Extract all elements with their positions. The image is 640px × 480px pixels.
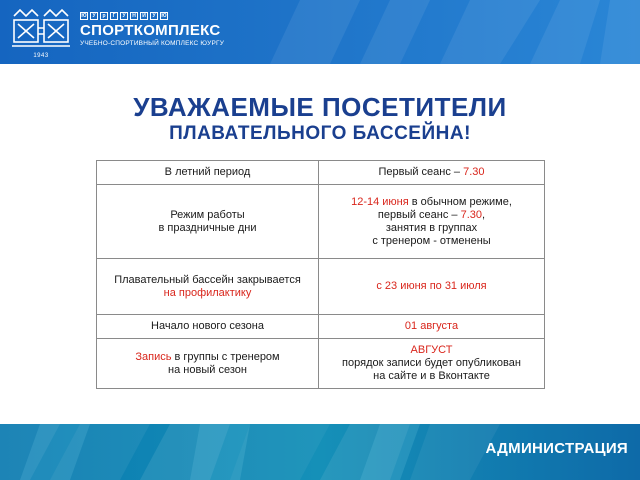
table-cell-label: [97, 259, 319, 315]
table-cell-value: [319, 185, 545, 259]
table-cell-value: [319, 339, 545, 389]
table-cell-label: [97, 161, 319, 185]
cell-highlight: на профилактику: [163, 286, 252, 299]
table-cell-label: [97, 185, 319, 259]
cell-text: порядок записи будет опубликован: [342, 357, 521, 369]
cell-highlight: 01 августа: [404, 320, 459, 332]
table-row: [97, 185, 545, 259]
logo-letter: Г: [110, 12, 118, 20]
cell-highlight: Запись: [135, 350, 172, 363]
cell-highlight: 7.30: [463, 166, 485, 178]
cell-text: с тренером - отменены: [372, 234, 491, 247]
cell-text: первый сеанс –: [377, 208, 461, 221]
logo-letter: Н: [130, 12, 138, 20]
page-title: [0, 92, 640, 146]
cell-highlight: 7.30: [460, 208, 483, 221]
schedule-table: [96, 160, 545, 389]
table-cell-value: [319, 259, 545, 315]
table-cell-label: [97, 315, 319, 339]
logo-emblem-icon: [10, 8, 72, 59]
cell-text: Начало нового сезона: [151, 320, 264, 332]
table-row: [97, 161, 545, 185]
cell-text: Режим работы: [170, 208, 245, 221]
table-cell-label: [97, 339, 319, 389]
logo-letter-boxes: [80, 12, 224, 20]
logo-letter: У: [90, 12, 98, 20]
logo-letter: Ю: [161, 13, 167, 19]
cell-text: в обычном режиме,: [408, 195, 512, 208]
cell-highlight: АВГУСТ: [410, 344, 453, 356]
cell-text: Первый сеанс –: [378, 166, 464, 178]
logo-letter: И: [140, 12, 148, 20]
title-line-2: ПЛАВАТЕЛЬНОГО БАССЕЙНА!: [169, 123, 471, 144]
logo-letter: Ю: [81, 13, 87, 19]
logo-year: 1943: [33, 53, 49, 59]
title-line-1: УВАЖАЕМЫЕ ПОСЕТИТЕЛИ: [133, 92, 507, 122]
table-row: [97, 259, 545, 315]
cell-highlight: 12-14 июня: [351, 195, 409, 208]
logo-letter: У: [150, 12, 158, 20]
footer-banner: [0, 424, 640, 480]
cell-text: ,: [482, 208, 486, 221]
header-banner: [0, 0, 640, 64]
cell-highlight: с 23 июня по 31 июля: [376, 280, 487, 292]
table-cell-value: [319, 161, 545, 185]
table-cell-value: [319, 315, 545, 339]
cell-text: Плавательный бассейн закрывается: [114, 273, 301, 286]
logo-letter: р: [100, 12, 108, 20]
logo-letter: У: [120, 12, 128, 20]
cell-text: на сайте и в Вконтакте: [373, 370, 490, 382]
footer-label: АДМИНИСТРАЦИЯ: [485, 440, 628, 457]
cell-text: на новый сезон: [168, 363, 247, 376]
cell-text: занятия в группах: [385, 221, 478, 234]
table-row: [97, 339, 545, 389]
logo-subtitle: УЧЕБНО-СПОРТИВНЫЙ КОМПЛЕКС ЮУРГУ: [80, 40, 225, 47]
logo-name: СПОРТКОМПЛЕКС: [80, 22, 221, 39]
cell-text: в группы с тренером: [171, 350, 280, 363]
cell-text: В летний период: [164, 166, 251, 178]
table-row: [97, 315, 545, 339]
cell-text: в праздничные дни: [158, 221, 257, 234]
logo-text: [80, 12, 224, 47]
